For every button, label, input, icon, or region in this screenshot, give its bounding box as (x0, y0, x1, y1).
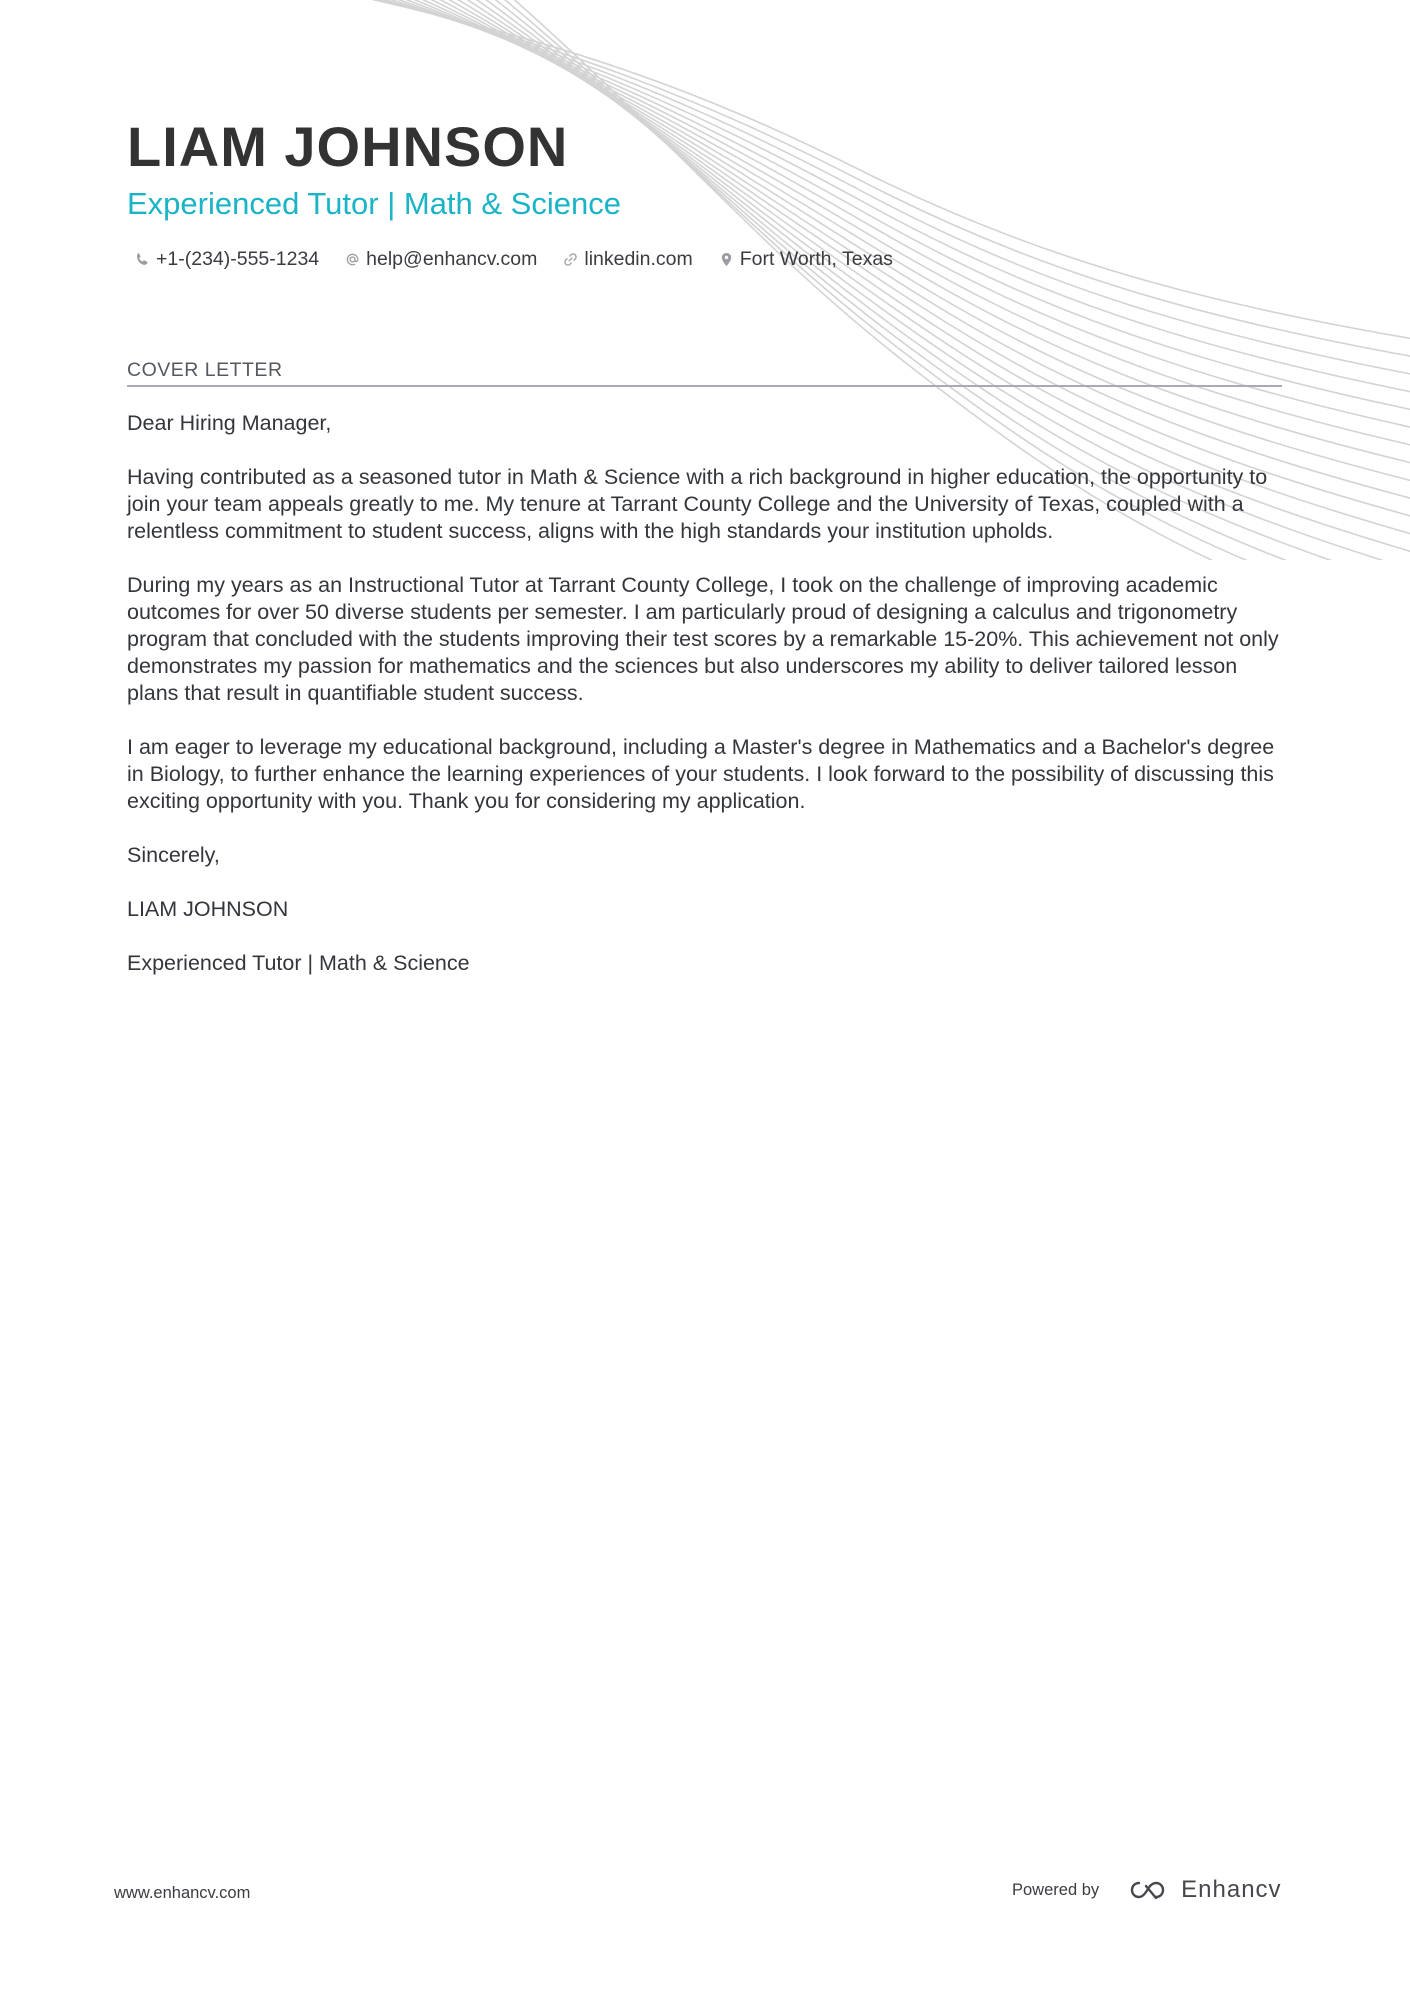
contact-list (135, 244, 919, 274)
phone-icon (135, 252, 150, 267)
letter-closing: Sincerely, (127, 843, 220, 867)
contact-location-text: Fort Worth, Texas (739, 248, 893, 270)
candidate-headline: Experienced Tutor | Math & Science (127, 186, 621, 221)
footer-branding (1012, 1876, 1282, 1904)
at-icon (345, 252, 360, 267)
wave-line (401, 0, 1410, 465)
letter-paragraph: Having contributed as a seasoned tutor in Math & Science with a rich background in higher education, the opportunity to join your team appeals greatly to me. My tenure at Tarrant County College and the University of Texas, coupled with a relentless commitment to student success, aligns with the high standards your institution upholds. (127, 465, 1268, 543)
brand-name: Enhancv (1181, 1876, 1282, 1903)
signature-name: LIAM JOHNSON (127, 897, 289, 921)
letter-greeting: Dear Hiring Manager, (127, 411, 332, 435)
contact-email[interactable] (345, 244, 537, 274)
contact-location (719, 244, 893, 274)
letter-body (127, 410, 1287, 1004)
contact-linkedin-text: linkedin.com (584, 248, 693, 270)
candidate-name: LIAM JOHNSON (127, 115, 569, 178)
powered-by-label: Powered by (1012, 1880, 1100, 1899)
contact-phone[interactable] (135, 244, 319, 274)
letter-paragraph: I am eager to leverage my educational background, including a Master's degree in Mathematics and a Bachelor's degree in Biology, to further enhance the learning experiences of your students. I look forward to the possibility of discussing this exciting opportunity with you. Thank you for considering my application. (127, 735, 1275, 813)
contact-linkedin[interactable] (563, 244, 692, 274)
footer-website-link[interactable]: www.enhancv.com (114, 1884, 251, 1902)
letter-paragraph: During my years as an Instructional Tutor at Tarrant County College, I took on the challenge of improving academic outcomes for over 50 diverse students per semester. I am particularly proud of designing a calculus and trigonometry program that concluded with the students improving their test scores by a remarkable 15-20%. This achievement not only demonstrates my passion for mathematics and the sciences but also underscores my ability to deliver tailored lesson plans that result in quantifiable student success. (127, 573, 1279, 705)
link-icon (563, 252, 578, 267)
enhancv-logo[interactable] (1125, 1876, 1281, 1904)
contact-email-text: help@enhancv.com (366, 248, 538, 270)
contact-phone-text: +1-(234)-555-1234 (156, 248, 320, 270)
location-pin-icon (719, 252, 734, 267)
enhancv-logo-icon (1125, 1877, 1171, 1903)
signature-title: Experienced Tutor | Math & Science (127, 951, 470, 975)
section-title-cover-letter: COVER LETTER (127, 356, 1282, 387)
